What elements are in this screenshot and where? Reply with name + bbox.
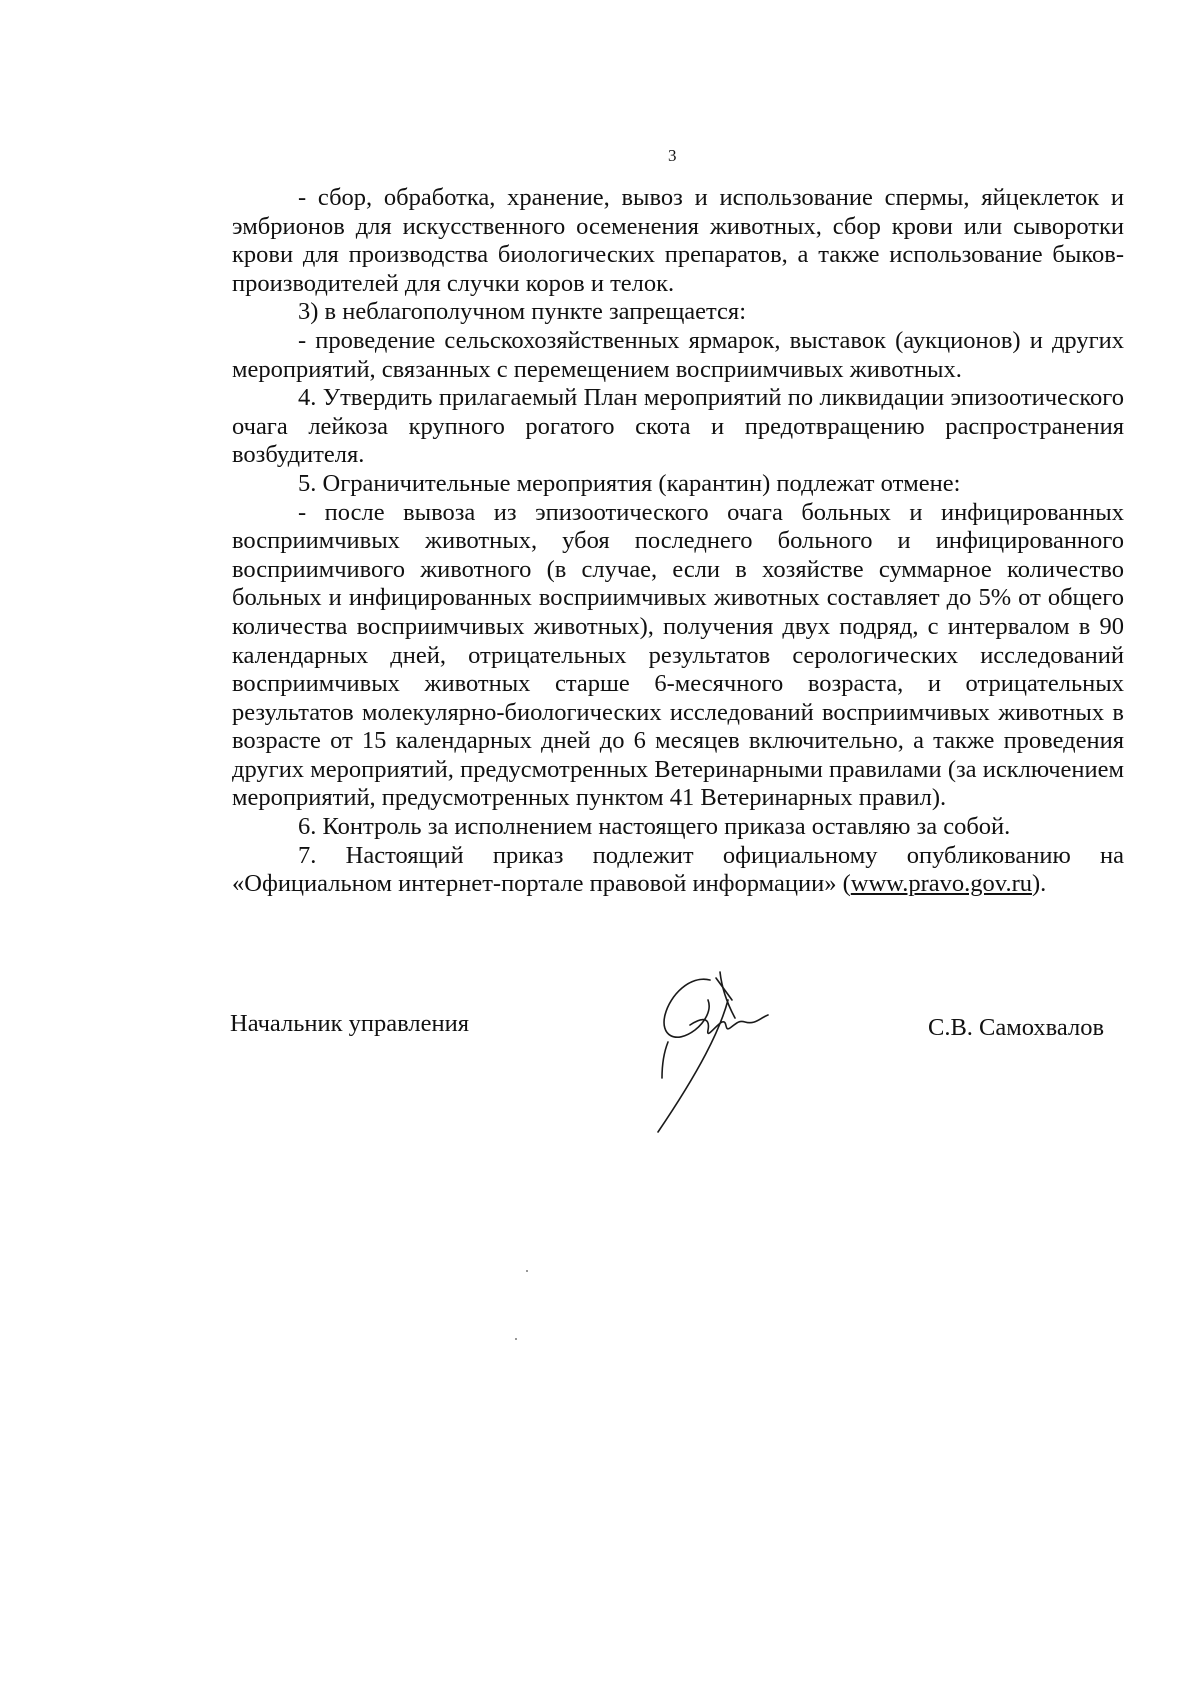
- paragraph-publication: [232, 842, 1124, 899]
- paragraph: 3) в неблагополучном пункте запрещается:: [298, 298, 747, 326]
- page-number: 3: [668, 146, 677, 165]
- paragraph: 6. Контроль за исполнением настоящего приказа оставляю за собой.: [298, 813, 1011, 841]
- scan-speck: [515, 1338, 517, 1340]
- signatory-name: С.В. Самохвалов: [928, 1014, 1105, 1041]
- pravo-gov-link[interactable]: www.pravo.gov.ru: [850, 870, 1032, 898]
- document-body: [232, 184, 1124, 899]
- publication-text-end: ).: [1031, 870, 1047, 898]
- paragraph: 5. Ограничительные мероприятия (карантин) подлежат отмене:: [298, 469, 961, 497]
- paragraph: - после вывоза из эпизоотического очага больных и инфицированных восприимчивых животных, убоя последнего больного и инфицированного восприимчивого животного (в случае, если в хозяйстве суммарное количество больных и инфицированных восприимчивых животных составляет до 5% от общего количества восприимчивых животных), получения двух подряд, с интервалом в 90 календарных дней, отрицательных результатов серологических исследований восприимчивых животных старше 6-месячного возраста, и отрицательных результатов молекулярно-биологических исследований восприимчивых животных в возрасте от 15 календарных дней до 6 месяцев включительно, а также проведения других мероприятий, предусмотренных Ветеринарными правилами (за исключением мероприятий, предусмотренных пунктом 41 Ветеринарных правил).: [232, 498, 1124, 812]
- paragraph: 4. Утвердить прилагаемый План мероприятий по ликвидации эпизоотического очага лейкоза крупного рогатого скота и предотвращению распространения возбудителя.: [232, 384, 1124, 469]
- paragraph: - сбор, обработка, хранение, вывоз и использование спермы, яйцеклеток и эмбрионов для искусственного осеменения животных, сбор крови или сыворотки крови для производства биологических препаратов, а также использование быков-производителей для случки коров и телок.: [232, 184, 1124, 297]
- scan-speck: [526, 1270, 528, 1272]
- publication-text: 7. Настоящий приказ подлежит официальному опубликованию на «Официальном интернет-портале правовой информации» (: [232, 841, 1124, 898]
- paragraph: - проведение сельскохозяйственных ярмарок, выставок (аукционов) и других мероприятий, связанных с перемещением восприимчивых животных.: [232, 326, 1124, 383]
- signatory-position: Начальник управления: [230, 1010, 469, 1037]
- handwritten-signature: [650, 970, 820, 1140]
